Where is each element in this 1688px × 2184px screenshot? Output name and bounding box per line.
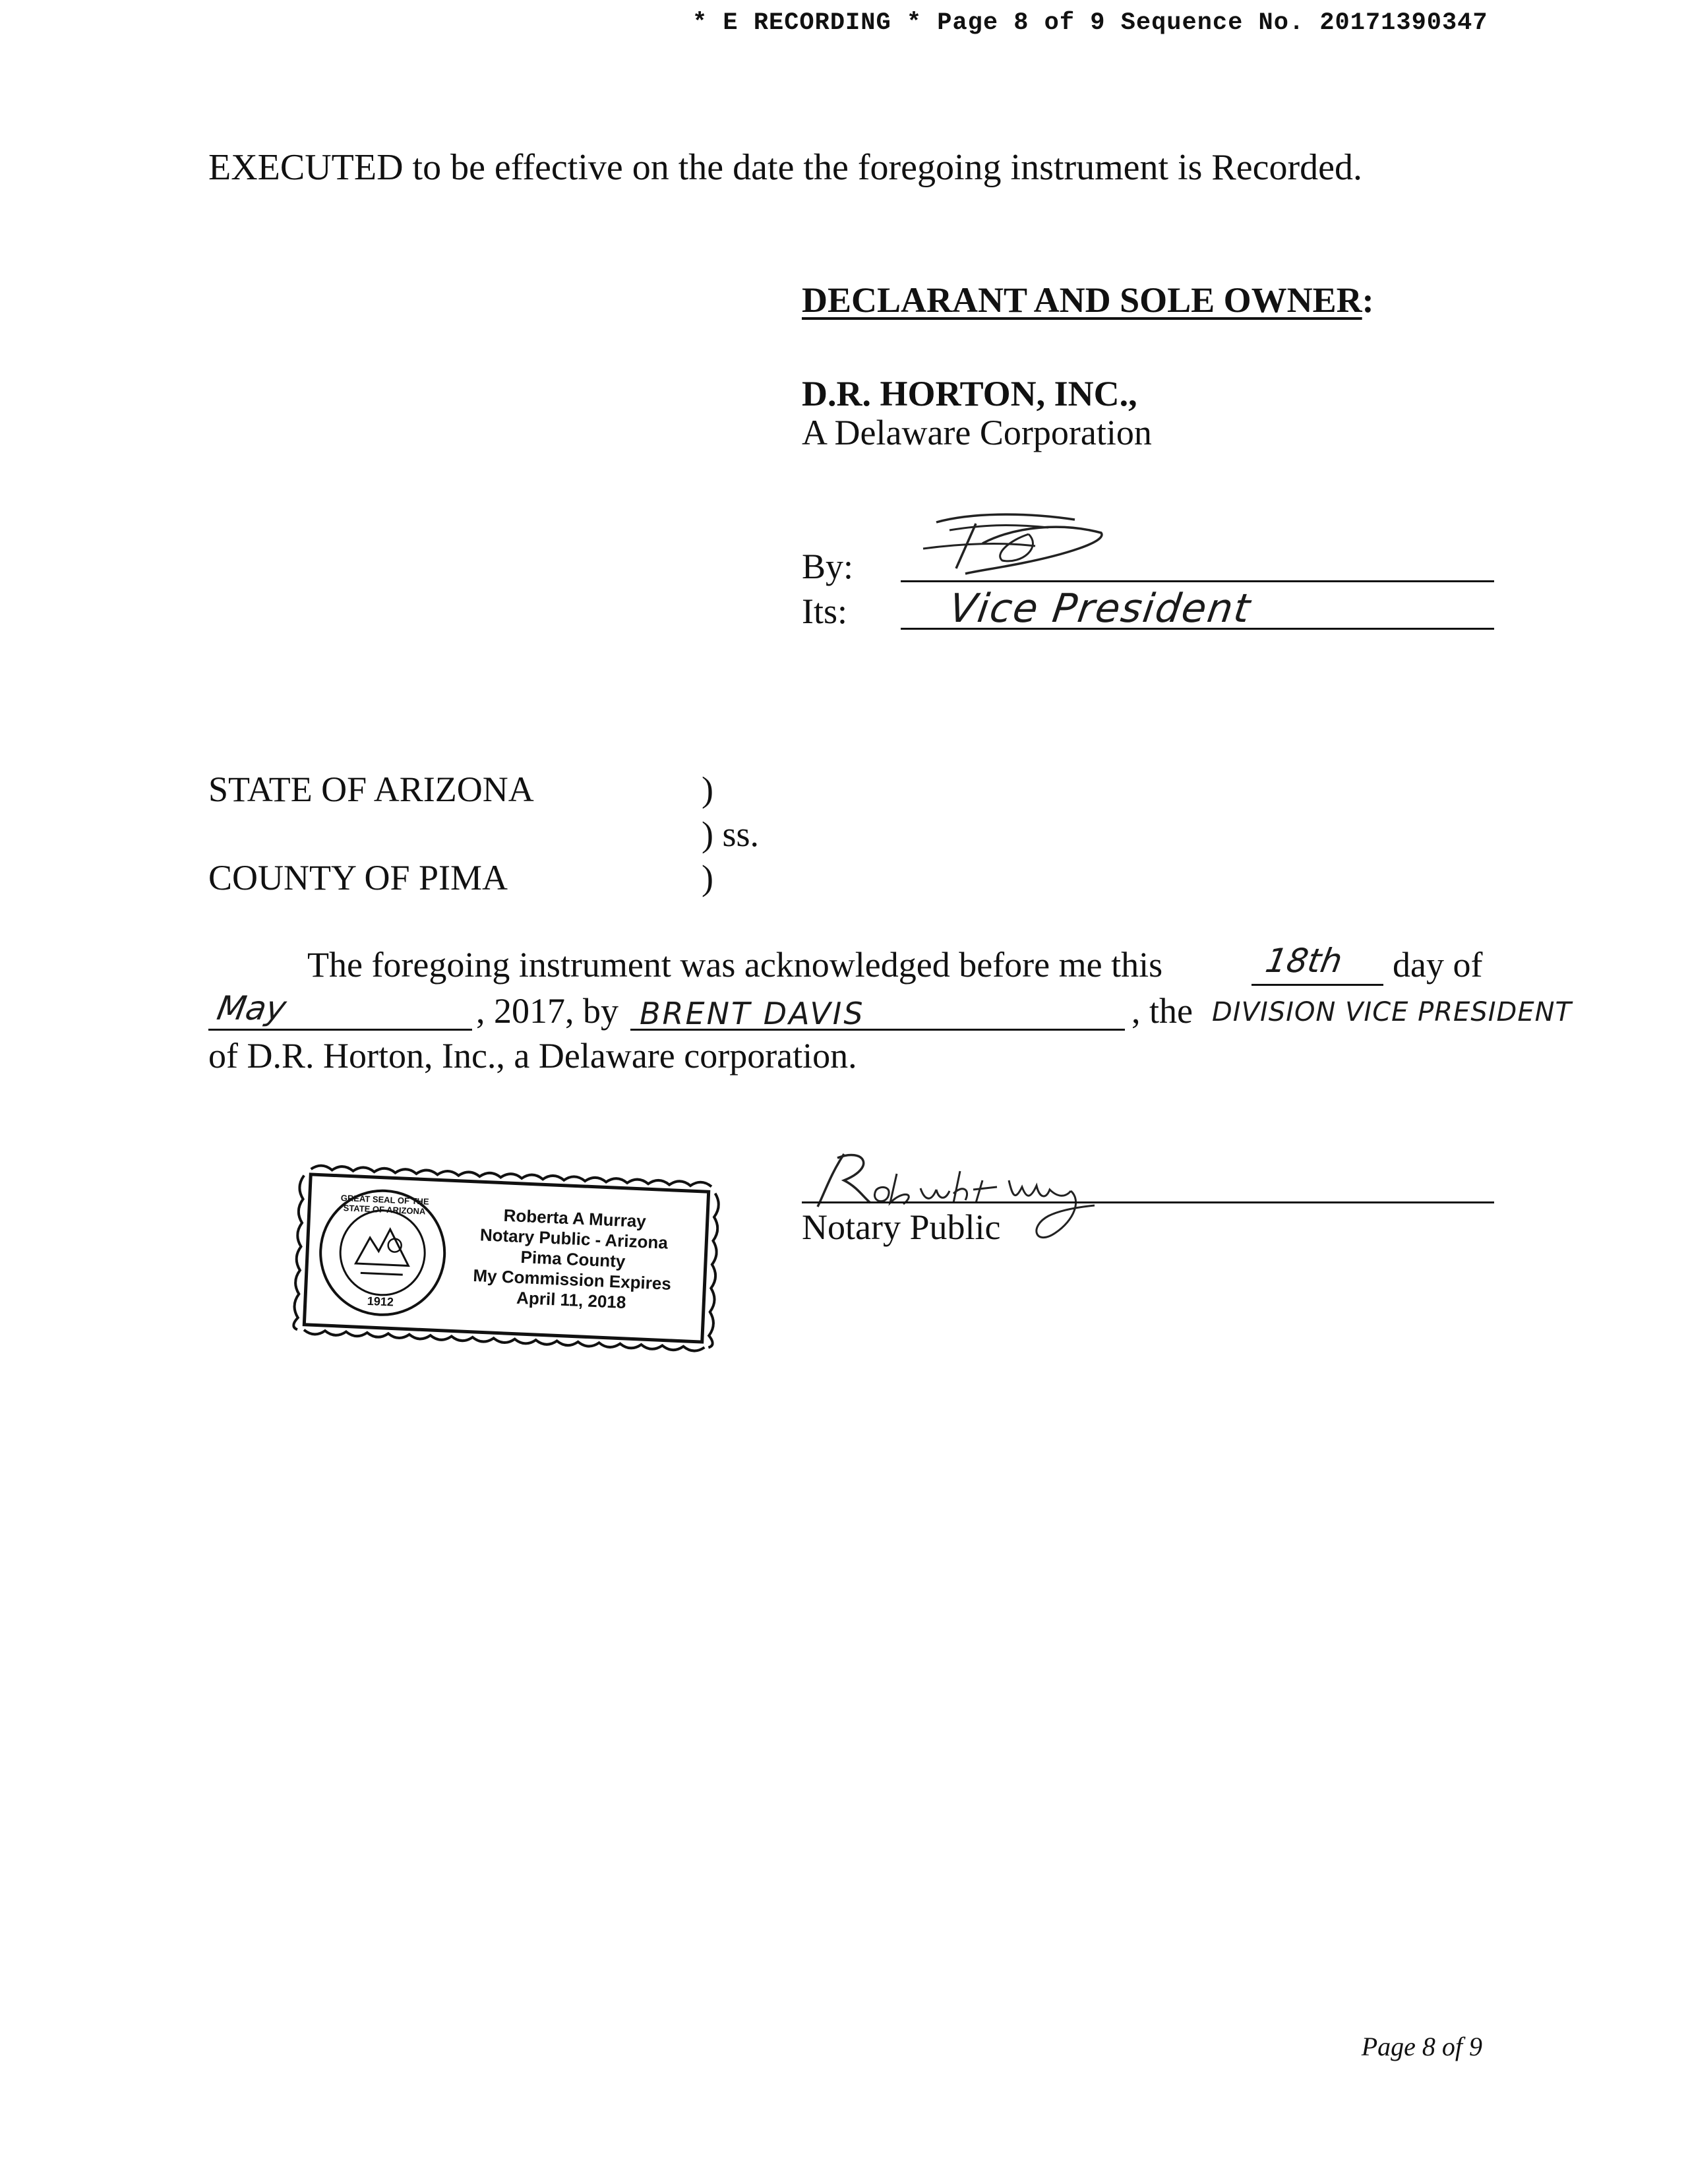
officer-signature: [910, 508, 1121, 582]
venue-ss: ) ss.: [702, 814, 760, 854]
its-label: Its:: [802, 592, 848, 631]
seal-caption: [337, 1193, 433, 1217]
acknowledgment-year: , 2017, by: [476, 991, 618, 1031]
month-blank-line: [208, 1029, 472, 1031]
declarant-heading-text: DECLARANT AND SOLE OWNER: [802, 280, 1362, 320]
venue-paren-top: ): [702, 770, 713, 809]
acknowledgment-day-of: day of: [1393, 945, 1483, 985]
recording-header: * E RECORDING * Page 8 of 9 Sequence No. 20171390347: [692, 9, 1488, 37]
day-blank-line: [1251, 984, 1383, 986]
by-label: By:: [802, 547, 854, 586]
stamp-notary-name: Roberta A Murray: [503, 1205, 647, 1232]
stamp-commission-label: My Commission Expires: [472, 1265, 672, 1294]
declarant-heading-colon: :: [1362, 280, 1374, 320]
company-name: D.R. HORTON, INC.,: [802, 374, 1137, 413]
signer-name-handwritten: BRENT DAVIS: [640, 996, 865, 1031]
declarant-heading: [802, 280, 1374, 320]
month-handwritten: May: [214, 989, 289, 1027]
venue-paren-bottom: ): [702, 858, 713, 897]
venue-county: COUNTY OF PIMA: [208, 858, 508, 897]
notary-signature-line: [802, 1201, 1494, 1203]
acknowledgment-line3: of D.R. Horton, Inc., a Delaware corporation.: [208, 1036, 857, 1076]
seal-text: GREAT SEAL OF THE STATE OF ARIZONA: [340, 1192, 429, 1217]
acknowledgment-line1: The foregoing instrument was acknowledged before me this: [307, 945, 1163, 985]
venue-state: STATE OF ARIZONA: [208, 770, 534, 809]
acknowledgment-the: , the: [1131, 991, 1193, 1031]
notary-stamp: [292, 1162, 721, 1354]
stamp-county: Pima County: [520, 1246, 626, 1271]
notary-public-label: Notary Public: [802, 1207, 1001, 1247]
executed-statement: EXECUTED to be effective on the date the foregoing instrument is Recorded.: [208, 147, 1362, 188]
stamp-notary-title: Notary Public - Arizona: [479, 1225, 669, 1253]
page-number: Page 8 of 9: [1361, 2032, 1482, 2061]
officer-title-handwritten: Vice President: [946, 586, 1254, 632]
day-handwritten: 18th: [1262, 942, 1346, 980]
signer-title-handwritten: DIVISION VICE PRESIDENT: [1212, 997, 1572, 1027]
company-type: A Delaware Corporation: [802, 413, 1152, 452]
stamp-expiry-date: April 11, 2018: [516, 1287, 627, 1312]
stamp-text-block: [449, 1203, 697, 1316]
seal-year: 1912: [367, 1294, 394, 1309]
by-signature-line: [901, 580, 1494, 582]
